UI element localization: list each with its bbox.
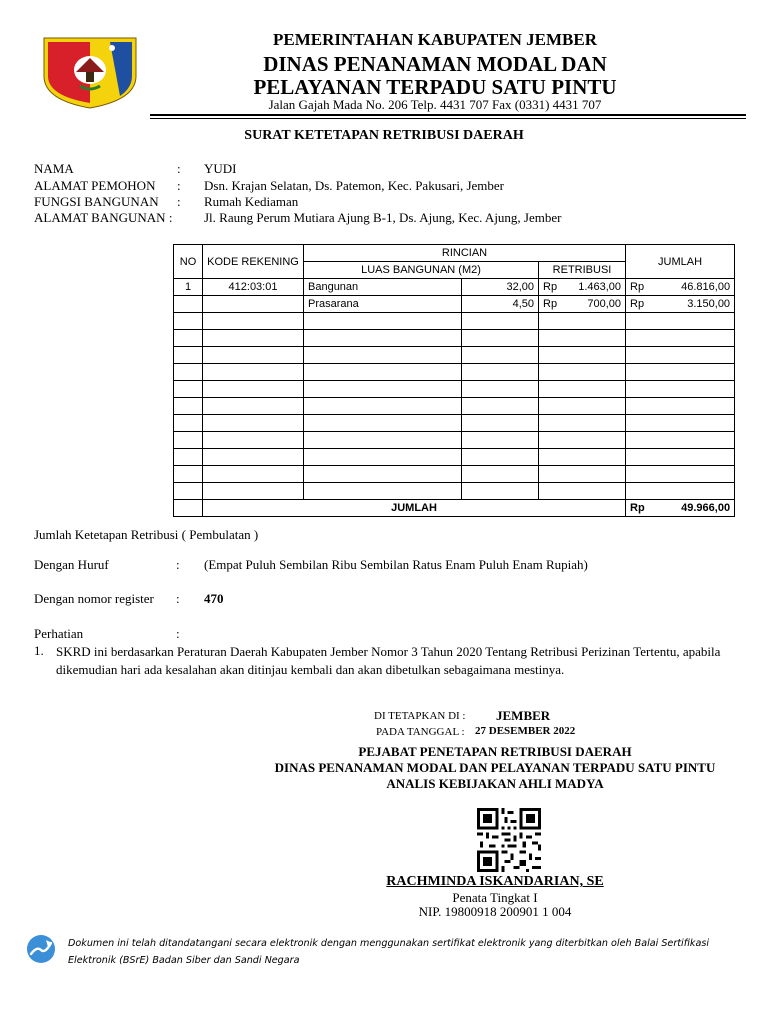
table-row-empty — [174, 449, 735, 466]
cell-rp-retribusi: Rp — [539, 296, 565, 313]
ditetapkan-label: DI TETAPKAN DI : — [374, 710, 466, 722]
field-value-nama: YUDI — [204, 161, 237, 176]
note-number: 1. — [34, 643, 44, 658]
field-value-alamat-pemohon: Dsn. Krajan Selatan, Ds. Patemon, Kec. Pakusari, Jember — [204, 178, 505, 193]
ditetapkan-value: JEMBER — [496, 708, 551, 723]
jabatan-line2: DINAS PENANAMAN MODAL DAN PELAYANAN TERPADU SATU PINTU — [274, 760, 716, 775]
cell-rp-retribusi: Rp — [539, 279, 565, 296]
huruf-label: Dengan Huruf — [34, 557, 109, 572]
cell-uraian: Prasarana — [304, 296, 462, 313]
table-row-empty — [174, 483, 735, 500]
cell-rp-jumlah: Rp — [626, 296, 654, 313]
header-retribusi: RETRIBUSI — [539, 262, 626, 279]
pembulatan-label: Jumlah Ketetapan Retribusi ( Pembulatan ) — [34, 527, 259, 542]
electronic-signature-notice: Dokumen ini telah ditandatangani secara elektronik dengan menggunakan sertifikat elektronik yang diterbitkan oleh Balai Sertifikasi Elektronik (BSrE) Badan Siber dan Sandi Negara — [68, 938, 710, 966]
tanggal-label: PADA TANGGAL : — [376, 726, 465, 738]
cell-jumlah: 46.816,00 — [654, 279, 735, 296]
header-divider-thin — [150, 118, 746, 119]
header-luas-bangunan: LUAS BANGUNAN (M2) — [304, 262, 539, 279]
cell-no — [174, 296, 203, 313]
cell-luas: 32,00 — [462, 279, 539, 296]
signer-name: RACHMINDA ISKANDARIAN, SE — [386, 874, 604, 889]
register-label: Dengan nomor register — [34, 591, 154, 606]
register-value: 470 — [204, 591, 224, 606]
register-colon: : — [176, 591, 180, 606]
table-row-empty — [174, 466, 735, 483]
field-label-fungsi-bangunan: FUNGSI BANGUNAN — [34, 194, 159, 209]
header-kode-rekening: KODE REKENING — [203, 245, 304, 279]
cell-luas: 4,50 — [462, 296, 539, 313]
table-row-empty — [174, 381, 735, 398]
cell-no: 1 — [174, 279, 203, 296]
tanggal-value: 27 DESEMBER 2022 — [475, 725, 576, 737]
field-label-alamat-pemohon: ALAMAT PEMOHON — [34, 178, 156, 193]
cell-retribusi: 700,00 — [565, 296, 626, 313]
total-rp: Rp — [626, 500, 654, 517]
cell-kode: 412:03:01 — [203, 279, 304, 296]
header-government: PEMERINTAHAN KABUPATEN JEMBER — [273, 30, 597, 49]
cell-rp-jumlah: Rp — [626, 279, 654, 296]
header-divider-thick — [150, 114, 746, 116]
field-value-fungsi-bangunan: Rumah Kediaman — [204, 194, 299, 209]
header-office-line2: PELAYANAN TERPADU SATU PINTU — [253, 75, 617, 99]
header-no: NO — [174, 245, 203, 279]
jember-regency-logo — [40, 36, 140, 110]
signature-qr-code — [477, 808, 541, 872]
signer-rank: Penata Tingkat I — [452, 890, 538, 905]
table-row-empty — [174, 432, 735, 449]
document-title: SURAT KETETAPAN RETRIBUSI DAERAH — [244, 128, 524, 143]
jabatan-line3: ANALIS KEBIJAKAN AHLI MADYA — [386, 776, 604, 791]
signer-nip: NIP. 19800918 200901 1 004 — [418, 904, 572, 919]
bsre-signature-icon — [24, 934, 58, 964]
field-label-nama: NAMA — [34, 161, 74, 176]
huruf-colon: : — [176, 557, 180, 572]
table-total-row — [174, 500, 735, 517]
table-row-empty — [174, 398, 735, 415]
table-row — [174, 296, 735, 313]
field-colon-alamat-pemohon: : — [177, 178, 181, 193]
header-office-line1: DINAS PENANAMAN MODAL DAN — [263, 52, 607, 76]
table-row-empty — [174, 415, 735, 432]
table-row — [174, 279, 735, 296]
table-row-empty — [174, 364, 735, 381]
table-row-empty — [174, 313, 735, 330]
perhatian-label: Perhatian — [34, 626, 84, 641]
total-label: JUMLAH — [203, 500, 626, 517]
table-row-empty — [174, 330, 735, 347]
cell-retribusi: 1.463,00 — [565, 279, 626, 296]
header-address: Jalan Gajah Mada No. 206 Telp. 4431 707 Fax (0331) 4431 707 — [268, 97, 602, 112]
total-value: 49.966,00 — [654, 500, 735, 517]
perhatian-colon: : — [176, 626, 180, 641]
field-colon-nama: : — [177, 161, 181, 176]
cell-uraian: Bangunan — [304, 279, 462, 296]
header-rincian: RINCIAN — [304, 245, 626, 262]
field-value-alamat-bangunan: Jl. Raung Perum Mutiara Ajung B-1, Ds. Ajung, Kec. Ajung, Jember — [204, 210, 562, 225]
huruf-value: (Empat Puluh Sembilan Ribu Sembilan Ratus Enam Puluh Enam Rupiah) — [204, 557, 588, 572]
jabatan-line1: PEJABAT PENETAPAN RETRIBUSI DAERAH — [358, 744, 632, 759]
field-label-alamat-bangunan: ALAMAT BANGUNAN : — [34, 210, 173, 225]
table-row-empty — [174, 347, 735, 364]
cell-jumlah: 3.150,00 — [654, 296, 735, 313]
note-text: SKRD ini berdasarkan Peraturan Daerah Kabupaten Jember Nomor 3 Tahun 2020 Tentang Retribusi Perizinan Tertentu, apabila dikemudian hari ada kesalahan akan ditinjau kembali dan akan dibetulkan sebagaimana mestinya. — [56, 644, 721, 677]
field-colon-fungsi-bangunan: : — [177, 194, 181, 209]
header-jumlah: JUMLAH — [626, 245, 735, 279]
cell-kode — [203, 296, 304, 313]
retribusi-table — [173, 244, 735, 517]
